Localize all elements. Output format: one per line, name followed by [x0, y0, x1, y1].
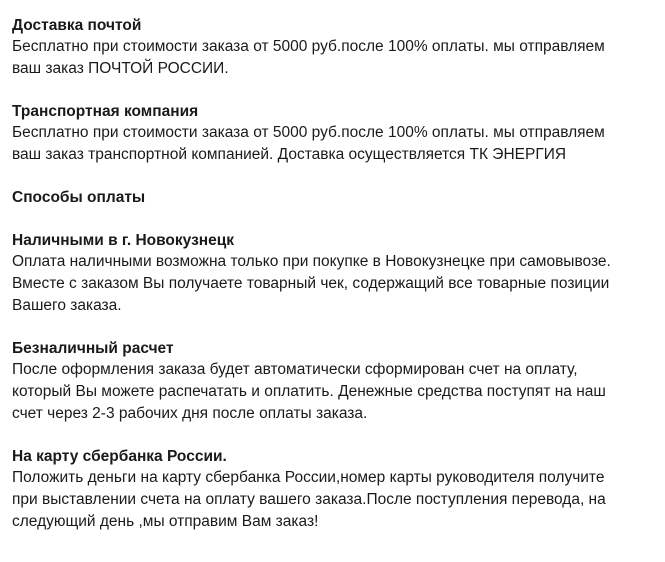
body-line: Бесплатно при стоимости заказа от 5000 руб.после 100% оплаты. мы отправляем — [12, 124, 605, 141]
section-cash-payment — [12, 231, 657, 317]
section-sberbank-card — [12, 447, 657, 533]
section-heading: Доставка почтой — [12, 17, 142, 34]
section-body — [12, 251, 657, 317]
section-heading: Способы оплаты — [12, 189, 146, 206]
section-post-delivery — [12, 16, 657, 80]
body-line: ваш заказ ПОЧТОЙ РОССИИ. — [12, 60, 229, 77]
body-line: счет через 2-3 рабочих дня после оплаты заказа. — [12, 405, 368, 422]
section-heading: Наличными в г. Новокузнецк — [12, 232, 235, 249]
section-heading: Безналичный расчет — [12, 340, 174, 357]
body-line: ваш заказ транспортной компанией. Доставка осуществляется ТК ЭНЕРГИЯ — [12, 146, 567, 163]
section-heading: На карту сбербанка России. — [12, 448, 227, 465]
section-body — [12, 122, 657, 166]
section-body — [12, 467, 657, 533]
body-line: Бесплатно при стоимости заказа от 5000 руб.после 100% оплаты. мы отправляем — [12, 38, 605, 55]
body-line: при выставлении счета на оплату вашего заказа.После поступления перевода, на — [12, 491, 606, 508]
section-body — [12, 359, 657, 425]
section-heading: Транспортная компания — [12, 103, 199, 120]
section-transport-company — [12, 102, 657, 166]
section-payment-methods — [12, 188, 657, 208]
section-body — [12, 36, 657, 80]
body-line: который Вы можете распечатать и оплатить. Денежные средства поступят на наш — [12, 383, 606, 400]
body-line: Положить деньги на карту сбербанка России,номер карты руководителя получите — [12, 469, 605, 486]
body-line: Вместе с заказом Вы получаете товарный чек, содержащий все товарные позиции — [12, 275, 610, 292]
body-line: Оплата наличными возможна только при покупке в Новокузнецке при самовывозе. — [12, 253, 611, 270]
body-line: После оформления заказа будет автоматически сформирован счет на оплату, — [12, 361, 578, 378]
body-line: Вашего заказа. — [12, 297, 122, 314]
section-cashless-payment — [12, 339, 657, 425]
body-line: следующий день ,мы отправим Вам заказ! — [12, 513, 319, 530]
